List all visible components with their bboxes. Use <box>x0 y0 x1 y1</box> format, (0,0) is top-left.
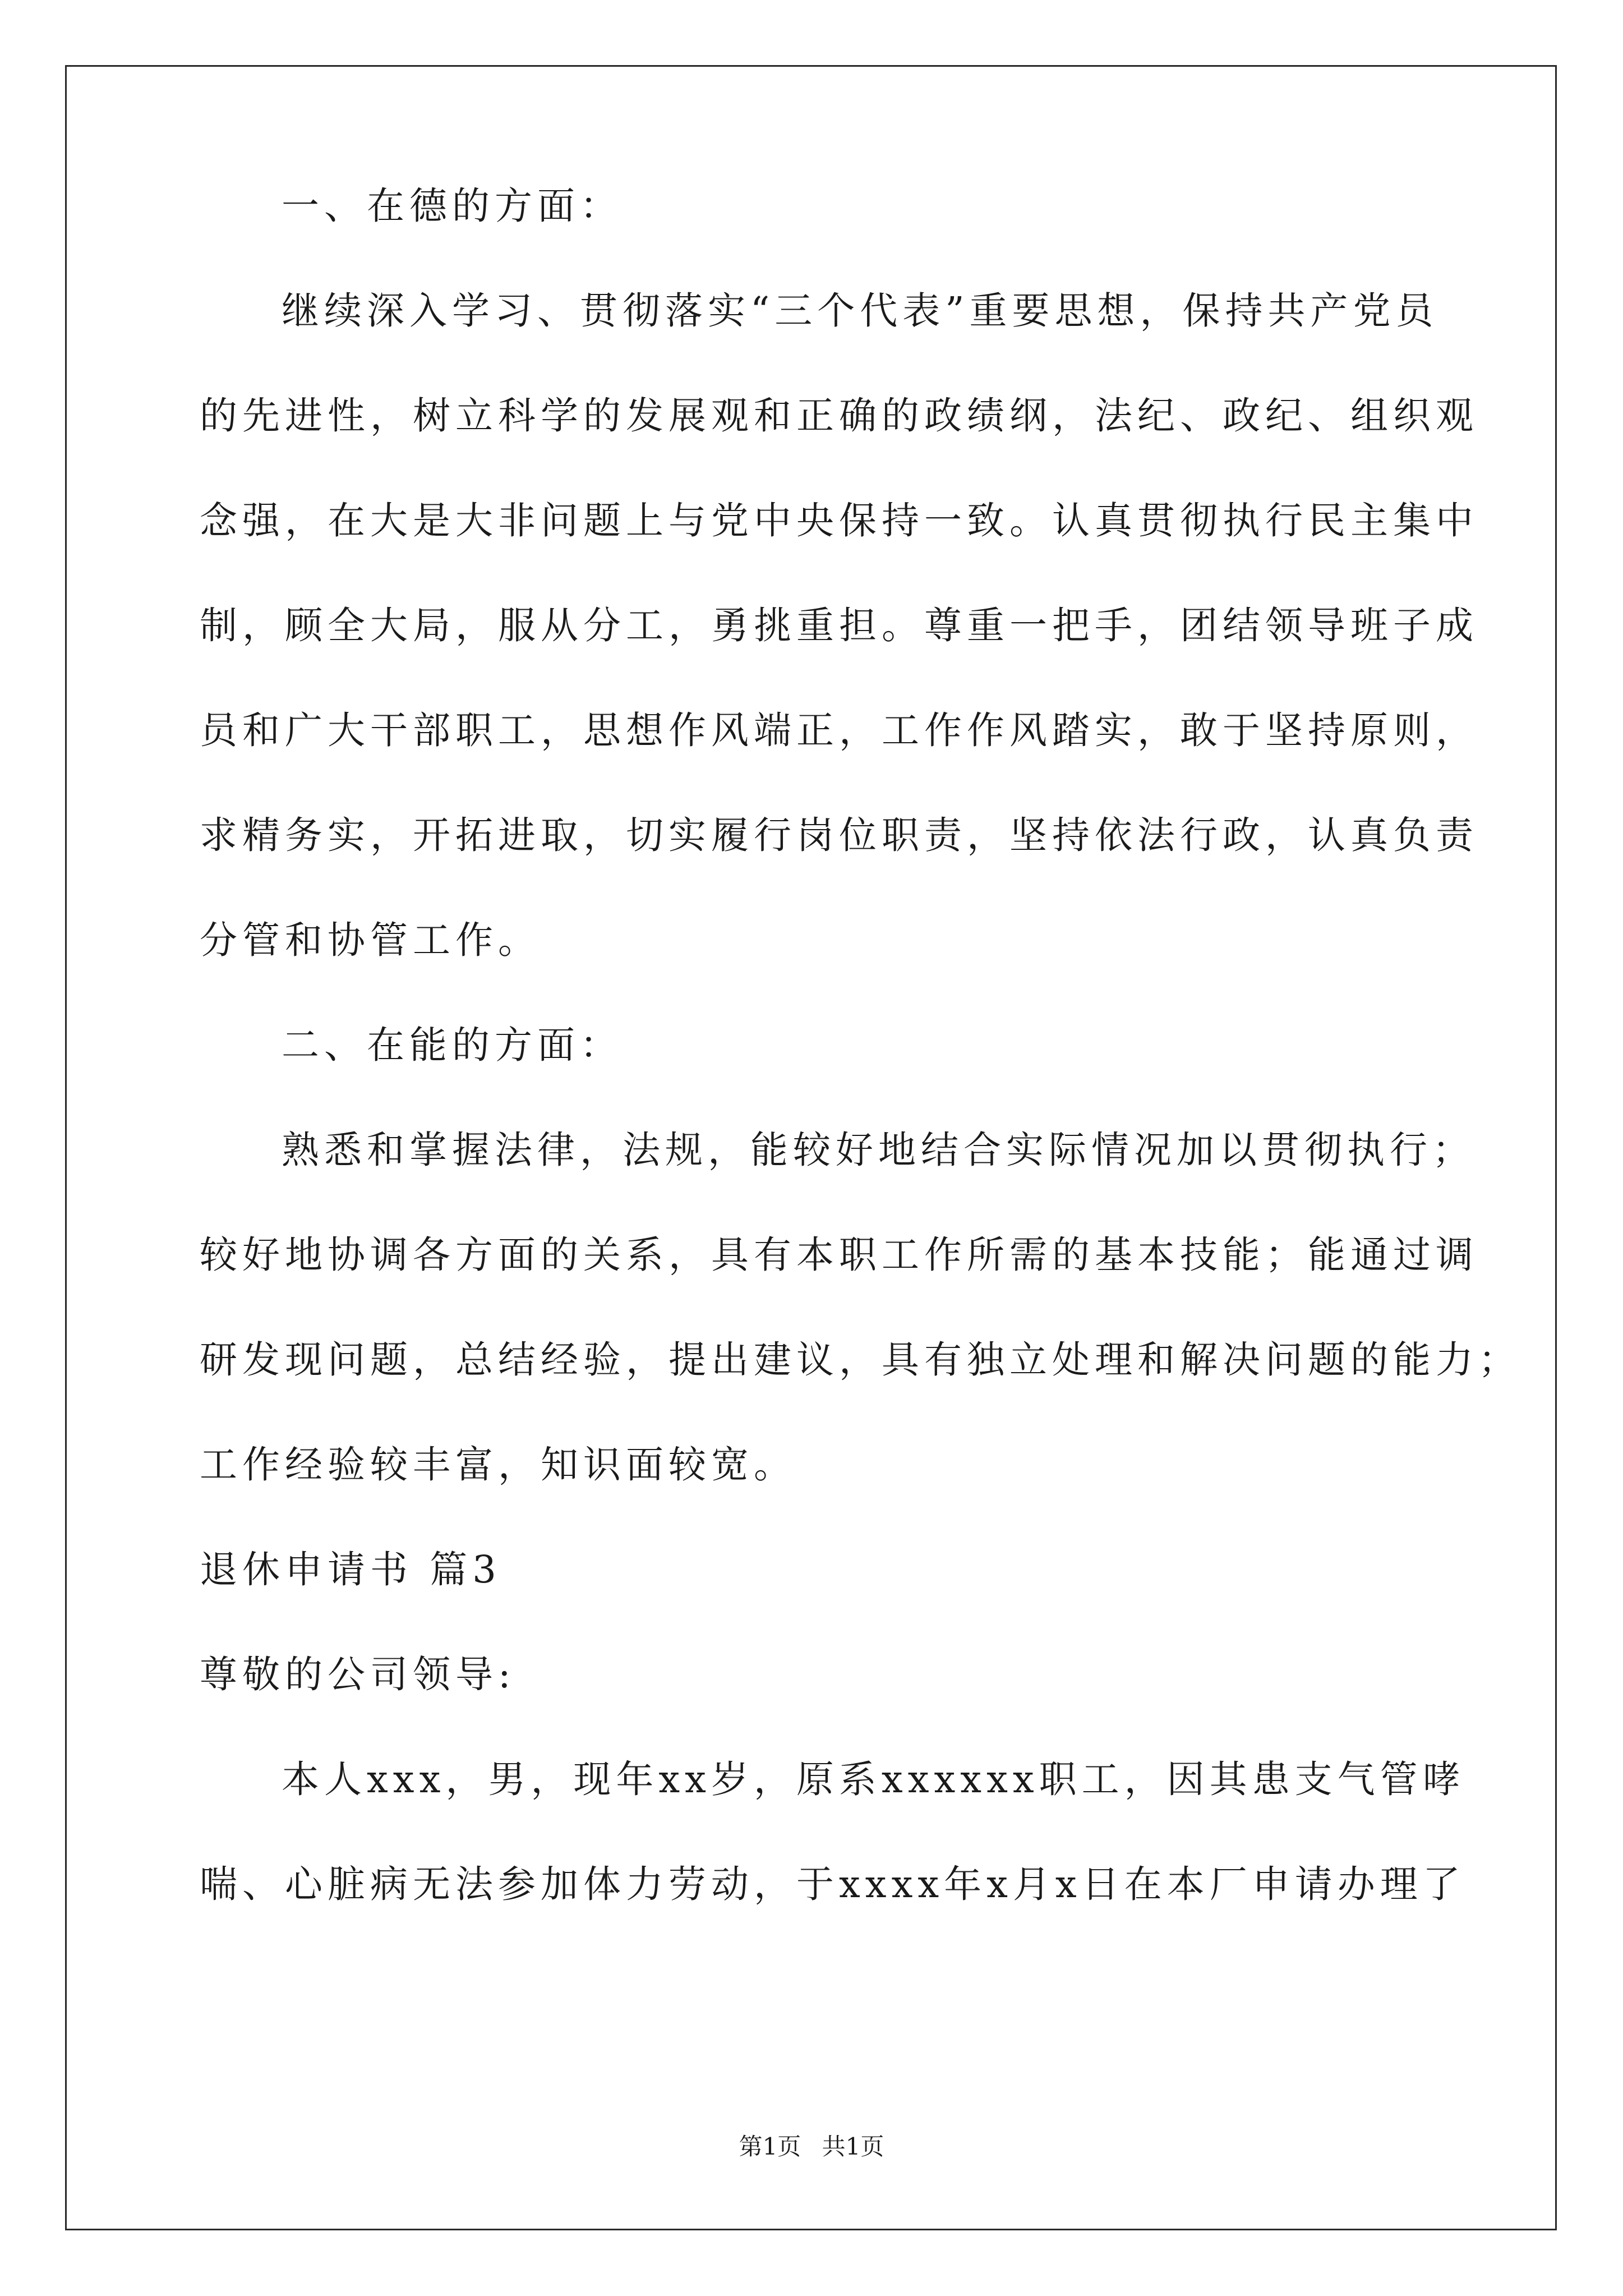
article-title: 退休申请书 篇3 <box>200 1548 501 1591</box>
page-footer <box>0 2133 1623 2161</box>
page-number: 第1页 <box>739 2133 801 2160</box>
section-heading-morality: 一、在德的方面： <box>282 184 623 228</box>
paragraph-line: 本人xxx，男，现年xx岁，原系xxxxxx职工，因其患支气管哮 <box>282 1757 1465 1801</box>
salutation: 尊敬的公司领导: <box>200 1653 516 1696</box>
paragraph-line: 求精务实，开拓进取，切实履行岗位职责，坚持依法行政，认真负责 <box>200 813 1478 857</box>
paragraph-line: 继续深入学习、贯彻落实“三个代表”重要思想，保持共产党员 <box>282 289 1438 333</box>
paragraph-line: 制，顾全大局，服从分工，勇挑重担。尊重一把手，团结领导班子成 <box>200 604 1478 647</box>
paragraph-line: 念强，在大是大非问题上与党中央保持一致。认真贯彻执行民主集中 <box>200 499 1478 542</box>
page-total: 共1页 <box>822 2133 884 2160</box>
paragraph-line: 工作经验较丰富，知识面较宽。 <box>200 1443 796 1487</box>
paragraph-line: 熟悉和掌握法律，法规，能较好地结合实际情况加以贯彻执行； <box>282 1128 1475 1172</box>
section-heading-ability: 二、在能的方面： <box>282 1023 623 1067</box>
paragraph-line: 员和广大干部职工，思想作风端正，工作作风踏实，敢于坚持原则， <box>200 708 1478 752</box>
paragraph-line: 喘、心脏病无法参加体力劳动，于xxxx年x月x日在本厂申请办理了 <box>200 1862 1465 1906</box>
paragraph-line: 较好地协调各方面的关系，具有本职工作所需的基本技能；能通过调 <box>200 1233 1478 1277</box>
paragraph-line: 研发现问题，总结经验，提出建议，具有独立处理和解决问题的能力； <box>200 1338 1521 1382</box>
paragraph-line: 分管和协管工作。 <box>200 918 541 962</box>
paragraph-line: 的先进性，树立科学的发展观和正确的政绩纲，法纪、政纪、组织观 <box>200 394 1478 438</box>
